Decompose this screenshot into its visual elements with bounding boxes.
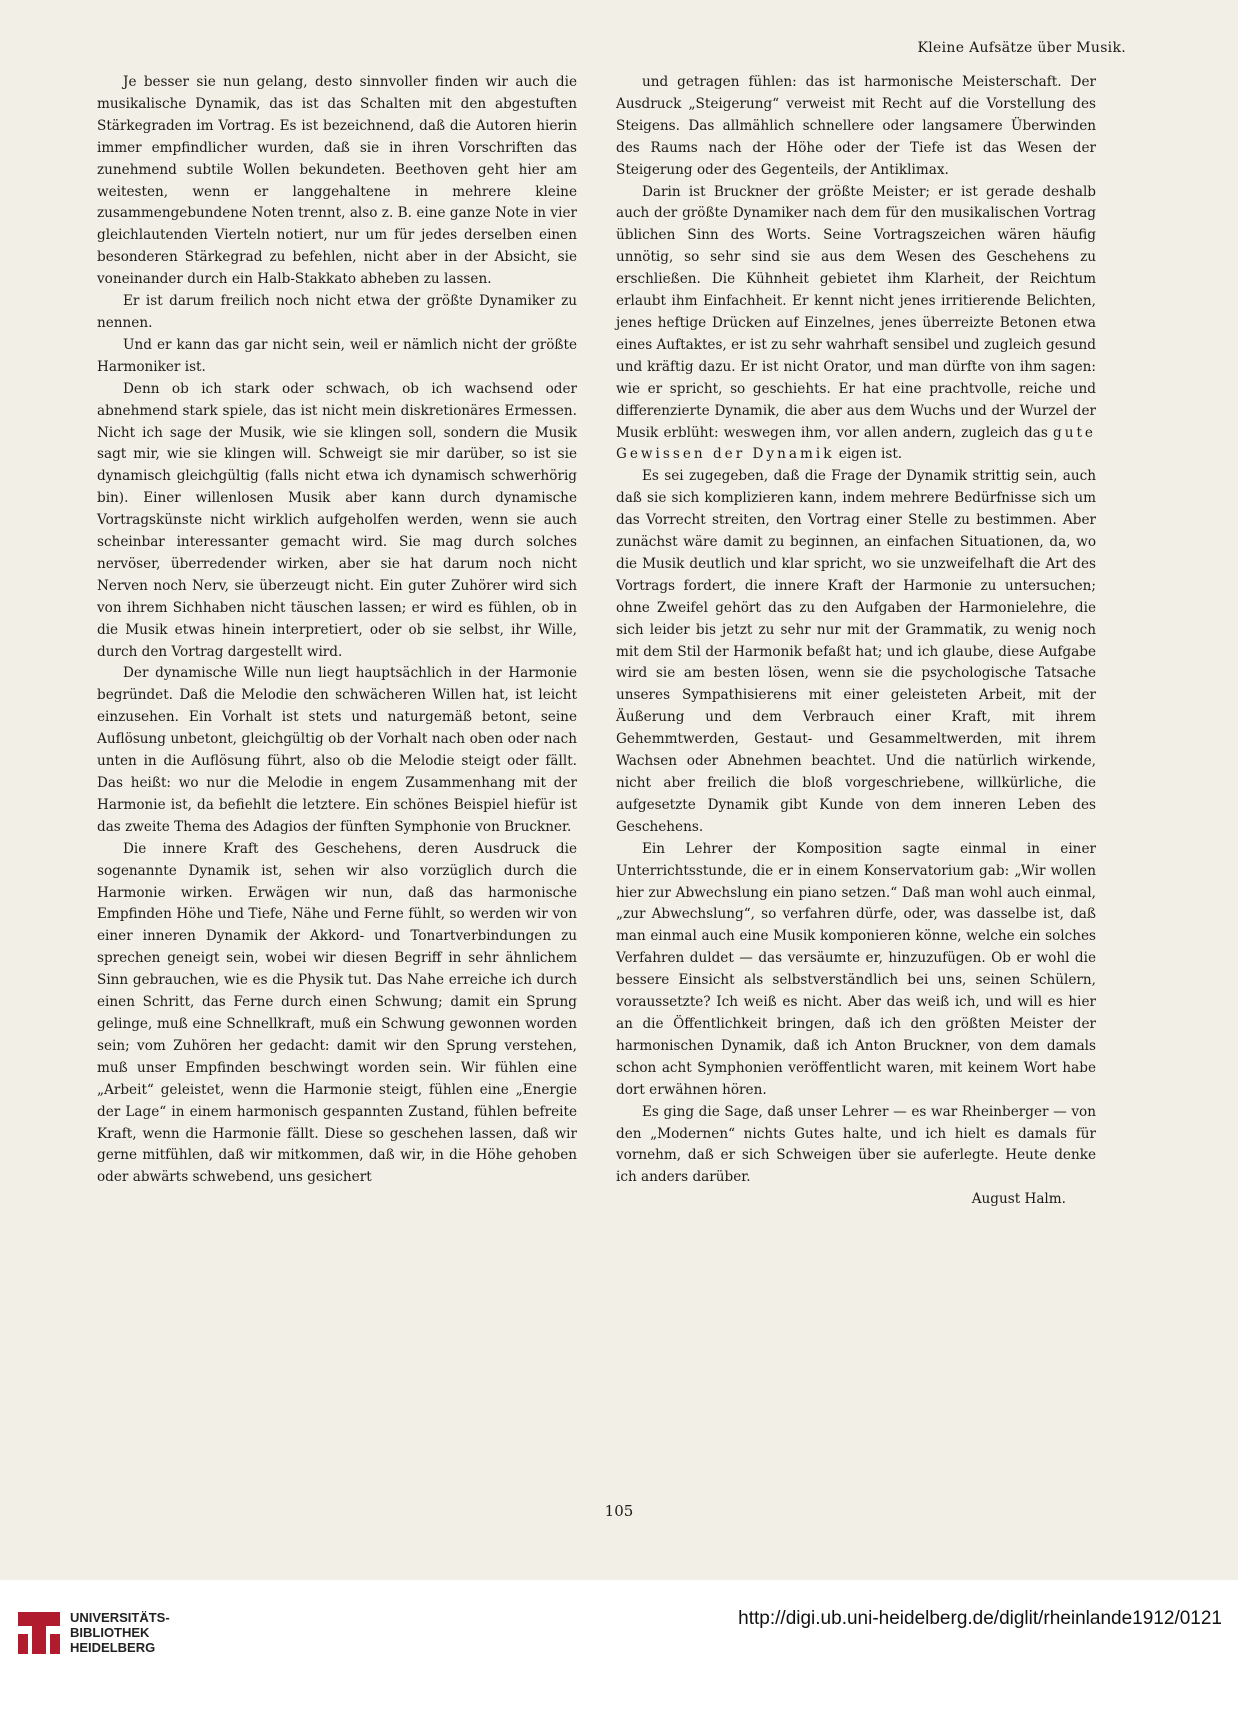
paragraph: Er ist darum freilich noch nicht etwa der größte Dynamiker zu nennen. [97,293,577,331]
paragraph: Je besser sie nun gelang, desto sinnvoller finden wir auch die musikalische Dynamik, das ist das Schalten mit den abgestuften Stärkegraden im Vortrag. Es ist bezeichnend, daß die Autoren hierin immer empfindlicher wurden, daß sie in ihren Vorschriften das zunehmend subtile Wollen bekundeten. Beethoven geht hier am weitesten, wenn er langgehaltene in mehrere kleine zusammengebundene Noten trennt, also z. B. eine ganze Note in vier gleichlautenden Vierteln notiert, nur um für jedes derselben einen besonderen Stärkegrad zu befehlen, nicht aber in der Absicht, sie voneinander durch ein Halb-Stakkato abheben zu lassen. [97,74,577,288]
text-run: eigen ist. [838,446,903,463]
left-column [97,72,577,1189]
library-name [70,1610,170,1655]
paragraph: Ein Lehrer der Komposition sagte einmal in einer Unterrichtsstunde, die er in einem Konservatorium gab: „Wir wollen hier zur Abwechslung ein piano setzen.“ Daß man wohl auch einmal, „zur Abwechslung“, so verfahren dürfe, oder, was dasselbe ist, daß man einmal auch eine Musik komponieren könne, welche ein solches Verfahren duldet — das versäumte er, hinzuzufügen. Ob er wohl die bessere Einsicht als selbstverständlich bei uns, seinen Schülern, voraussetzte? Ich weiß es nicht. Aber das weiß ich, und will es hier an die Öffentlichkeit bringen, daß ich den größten Meister der harmonischen Dynamik, daß ich Anton Bruckner, von dem damals schon acht Symphonien veröffentlicht waren, mit keinem Wort habe dort erwähnen hören. [616,840,1096,1098]
paragraph [616,182,1096,467]
right-column [616,72,1096,1211]
paragraph: Es sei zugegeben, daß die Frage der Dynamik strittig sein, auch daß sie sich komplizieren kann, indem mehrere Bedürfnisse sich um das Vorrecht streiten, den Vortrag einer Stelle zu bestimmen. Aber zunächst wäre damit zu beginnen, an einfachen Situationen, da, wo die Musik deutlich und klar spricht, wo sie unzweifelhaft die Art des Vortrags fordert, die innere Kraft der Harmonie zu untersuchen; ohne Zweifel gehört das zu den Aufgaben der Harmonielehre, die sich leider bis jetzt zu sehr nur mit der Grammatik, zu wenig noch mit dem Stil der Harmonik befaßt hat; und ich glaube, diese Aufgabe wird sie am besten lösen, wenn sie die psychologische Tatsache unseres Sympathisierens mit einer geleisteten Arbeit, mit der Äußerung und dem Verbrauch einer Kraft, mit ihrem Gehemmtwerden, Gestaut- und Gesammeltwerden, mit ihrem Wachsen oder Abnehmen beachtet. Und die natürlich wirkende, nicht aber freilich die bloß vorgeschriebene, willkürliche, die aufgesetzte Dynamik gibt Kunde von dem inneren Leben des Geschehens. [616,468,1096,835]
paragraph: Und er kann das gar nicht sein, weil er nämlich nicht der größte Harmoniker ist. [97,336,577,375]
library-name-line: UNIVERSITÄTS- [70,1610,170,1625]
university-library-logo-icon [14,1608,64,1658]
running-head: Kleine Aufsätze über Musik. [917,40,1126,56]
digitization-footer [0,1580,1238,1710]
source-url[interactable]: http://digi.ub.uni-heidelberg.de/diglit/rheinlande1912/0121 [738,1608,1222,1629]
page-number: 105 [604,1502,634,1520]
library-name-line: BIBLIOTHEK [70,1625,150,1640]
paragraph: Der dynamische Wille nun liegt hauptsächlich in der Harmonie begründet. Daß die Melodie den schwächeren Willen hat, ist leicht einzusehen. Ein Vorhalt ist stets und naturgemäß betont, seine Auflösung unbetont, gleichgültig ob der Vorhalt nach oben oder nach unten in die Auflösung führt, also ob die Melodie steigt oder fällt. Das heißt: wo nur die Melodie in engem Zusammenhang mit der Harmonie ist, da befiehlt die letztere. Ein schönes Beispiel hiefür ist das zweite Thema des Adagios der fünften Symphonie von Bruckner. [97,665,577,835]
paragraph: und getragen fühlen: das ist harmonische Meisterschaft. Der Ausdruck „Steigerung“ verweist mit Recht auf die Vorstellung des Steigens. Das allmählich schnellere oder langsamere Überwinden des Raums nach der Höhe oder der Tiefe ist das Wesen der Steigerung oder des Gegenteils, der Antiklimax. [616,74,1096,178]
text-run: Darin ist Bruckner der größte Meister; er ist gerade deshalb auch der größte Dynamiker nach dem für den musikalischen Vortrag üblichen Sinn des Worts. Seine Vortragszeichen wären häufig unnötig, so sehr sind sie aus dem Wesen des Geschehens zu erschließen. Die Kühnheit gebietet ihm Klarheit, der Reichtum erlaubt ihm Einfachheit. Er kennt nicht jenes irritierende Belichten, jenes heftige Drücken auf Einzelnes, jenes überreizte Betonen etwa eines Auftaktes, er ist zu sehr wahrhaft sensibel und zugleich gesund und kräftig dazu. Er ist nicht Orator, und man dürfte von ihm sagen: wie er spricht, so geschiehts. Er hat eine prachtvolle, reiche und differenzierte Dynamik, die aber aus dem Wuchs und der Wurzel der Musik erblüht: weswegen ihm, vor allen andern, zugleich das [616,183,1096,441]
paragraph: Denn ob ich stark oder schwach, ob ich wachsend oder abnehmend stark spiele, das ist nicht mein diskretionäres Ermessen. Nicht ich sage der Musik, wie sie klingen soll, sondern die Musik sagt mir, wie sie klingen will. Schweigt sie mir darüber, so ist sie dynamisch gleichgültig (falls nicht etwa ich dynamisch schwerhörig bin). Einer willenlosen Musik aber kann durch dynamische Vortragskünste nicht wirklich aufgeholfen werden, wenn sie auch scheinbar interessanter gemacht wird. Sie mag durch solches nervöser, überredender wirken, aber sie hat darum noch nicht Nerven noch Nerv, sie überzeugt nicht. Ein guter Zuhörer wird sich von ihrem Sichhaben nicht täuschen lassen; er wird es fühlen, ob in die Musik etwas hinein interpretiert, oder ob sie selbst, ihr Wille, durch den Vortrag dargestellt wird. [97,380,577,660]
paragraph: Es ging die Sage, daß unser Lehrer — es war Rheinberger — von den „Modernen“ nichts Gutes halte, und ich hielt es damals für vornehm, daß er sich Schweigen über sie auferlegte. Heute denke ich anders darüber. [616,1103,1096,1186]
emphasis-spaced: gute Gewissen der Dynamik [616,424,1096,463]
paragraph: Die innere Kraft des Geschehens, deren Ausdruck die sogenannte Dynamik ist, sehen wir also vorzüglich durch die Harmonie wirken. Erwägen wir nun, daß das harmonische Empfinden Höhe und Tiefe, Nähe und Ferne fühlt, so werden wir von einer inneren Dynamik der Akkord- und Tonartverbindungen zu sprechen geneigt sein, wobei wir diesen Begriff in sehr ähnlichem Sinn gebrauchen, wie es die Physik tut. Das Nahe erreiche ich durch einen Schritt, das Ferne durch einen Schwung; damit ein Sprung gelinge, muß eine Schnellkraft, muß ein Schwung gewonnen worden sein; vom Zuhören her gedacht: damit wir den Sprung verstehen, muß unser Empfinden beschwingt worden sein. Wir fühlen eine „Arbeit“ geleistet, wenn die Harmonie steigt, fühlen eine „Energie der Lage“ in einem harmonisch gespannten Zustand, fühlen befreite Kraft, wenn die Harmonie fällt. Diese so geschehen lassen, daß wir gerne mitfühlen, daß wir mitkommen, daß wir, in die Höhe gehoben oder abwärts schwebend, uns gesichert [97,840,577,1186]
author-signature: August Halm. [971,1191,1066,1208]
library-name-line: HEIDELBERG [70,1640,156,1655]
